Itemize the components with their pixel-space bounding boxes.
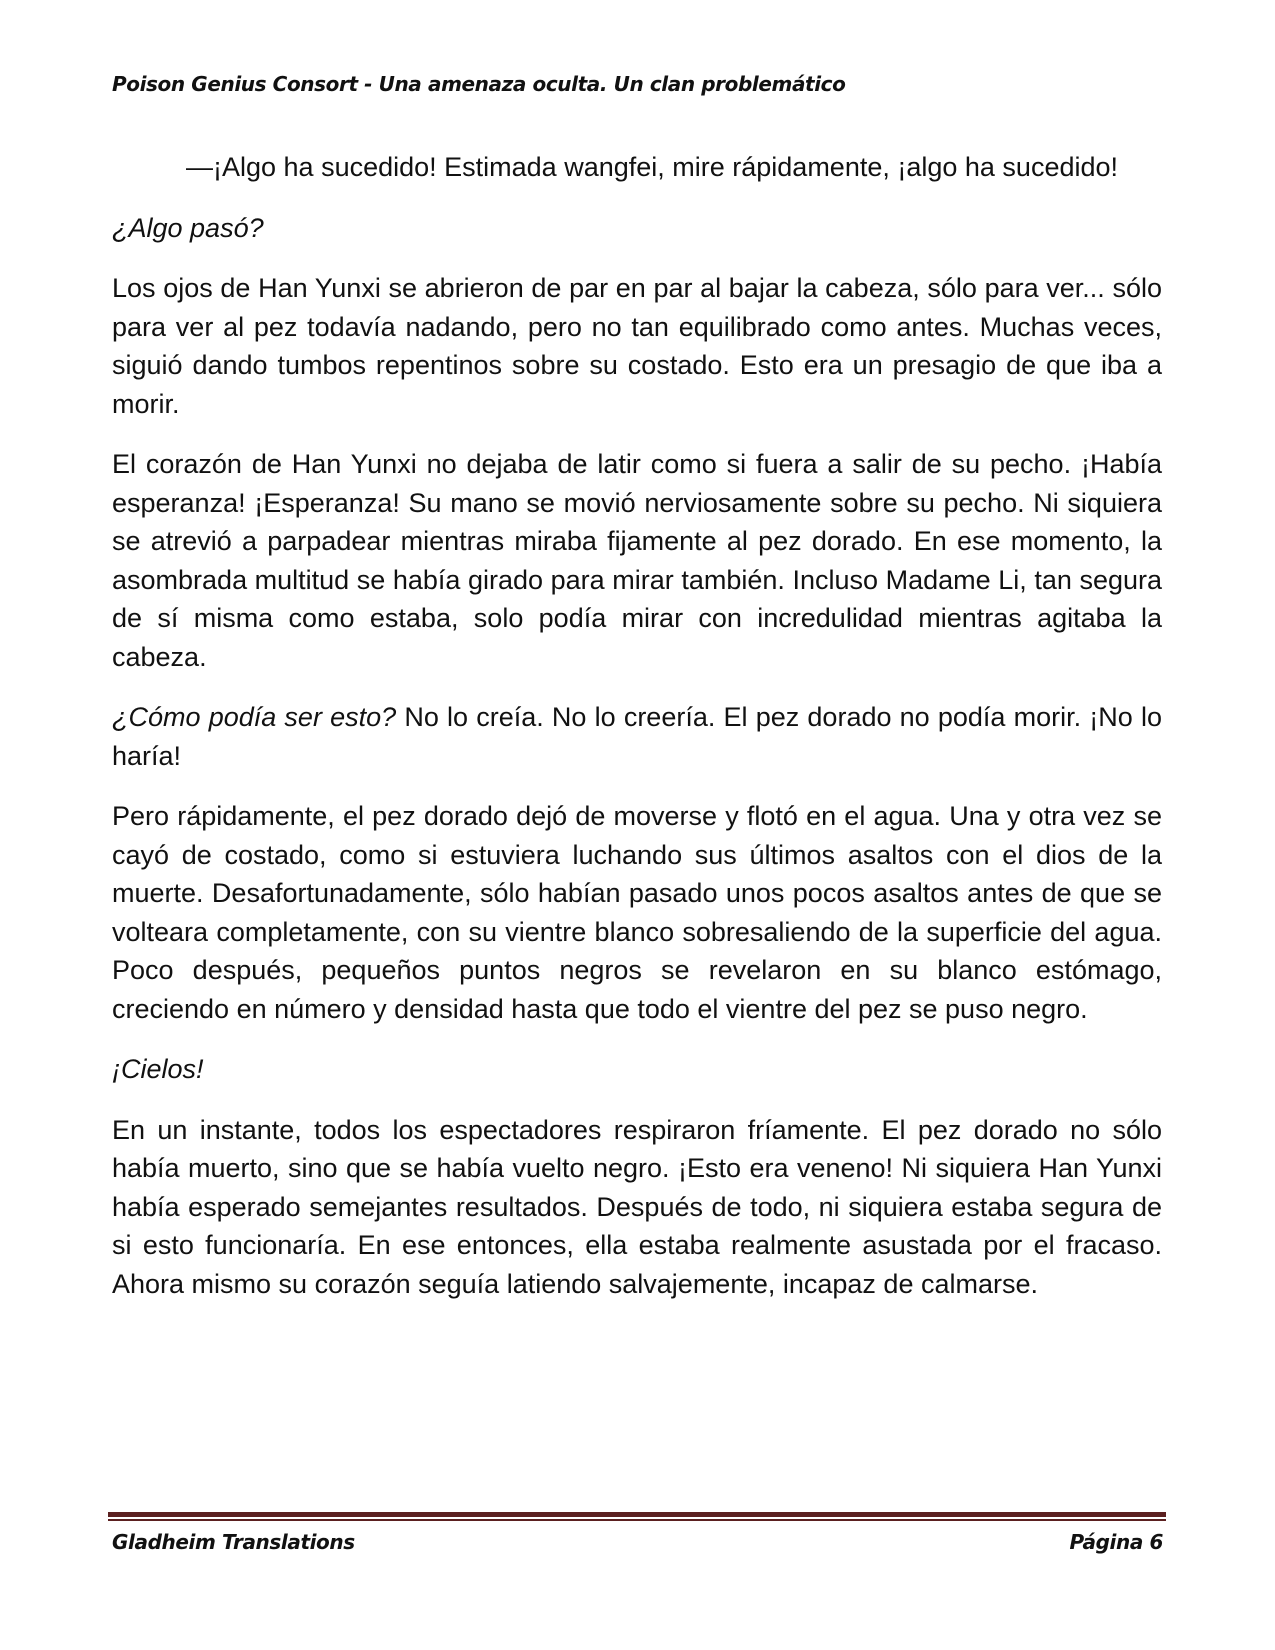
document-body — [112, 148, 1162, 1325]
mixed-paragraph — [112, 698, 1162, 775]
thought-paragraph: ¿Algo pasó? — [112, 212, 264, 243]
inline-thought: ¿Cómo podía ser esto? — [112, 702, 397, 732]
paragraph-text: No lo creía. No lo creería. El pez dorado no podía morir. ¡No lo haría! — [112, 702, 1162, 771]
dialogue-paragraph: —¡Algo ha sucedido! Estimada wangfei, mire rápidamente, ¡algo ha sucedido! — [186, 152, 1119, 182]
body-paragraph: Pero rápidamente, el pez dorado dejó de moverse y flotó en el agua. Una y otra vez se cayó de costado, como si estuviera luchando sus últimos asaltos con el dios de la muerte. Desafortunadamente, sólo habían pasado unos pocos asaltos antes de que se volteara completamente, con su vientre blanco sobresaliendo de la superficie del agua. Poco después, pequeños puntos negros se revelaron en su blanco estómago, creciendo en número y densidad hasta que todo el vientre del pez se puso negro. — [112, 801, 1162, 1024]
body-paragraph: El corazón de Han Yunxi no dejaba de latir como si fuera a salir de su pecho. ¡Había esperanza! ¡Esperanza! Su mano se movió nerviosamente sobre su pecho. Ni siquiera se atrevió a parpadear mientras miraba fijamente al pez dorado. En ese momento, la asombrada multitud se había girado para mirar también. Incluso Madame Li, tan segura de sí misma como estaba, solo podía mirar con incredulidad mientras agitaba la cabeza. — [112, 449, 1162, 672]
footer-divider — [108, 1512, 1166, 1521]
body-paragraph: En un instante, todos los espectadores respiraron fríamente. El pez dorado no sólo había muerto, sino que se había vuelto negro. ¡Esto era veneno! Ni siquiera Han Yunxi había esperado semejantes resultados. Después de todo, ni siquiera estaba segura de si esto funcionaría. En ese entonces, ella estaba realmente asustada por el fracaso. Ahora mismo su corazón seguía latiendo salvajemente, incapaz de calmarse. — [112, 1114, 1162, 1299]
footer-publisher: Gladheim Translations — [112, 1530, 355, 1554]
thought-paragraph: ¡Cielos! — [112, 1054, 204, 1084]
page-number: Página 6 — [1069, 1530, 1163, 1554]
body-paragraph: Los ojos de Han Yunxi se abrieron de par en par al bajar la cabeza, sólo para ver... sólo para ver al pez todavía nadando, pero no tan equilibrado como antes. Muchas veces, siguió dando tumbos repentinos sobre su costado. Esto era un presagio de que iba a morir. — [112, 273, 1162, 419]
page-header-title: Poison Genius Consort - Una amenaza oculta. Un clan problemático — [112, 72, 846, 96]
